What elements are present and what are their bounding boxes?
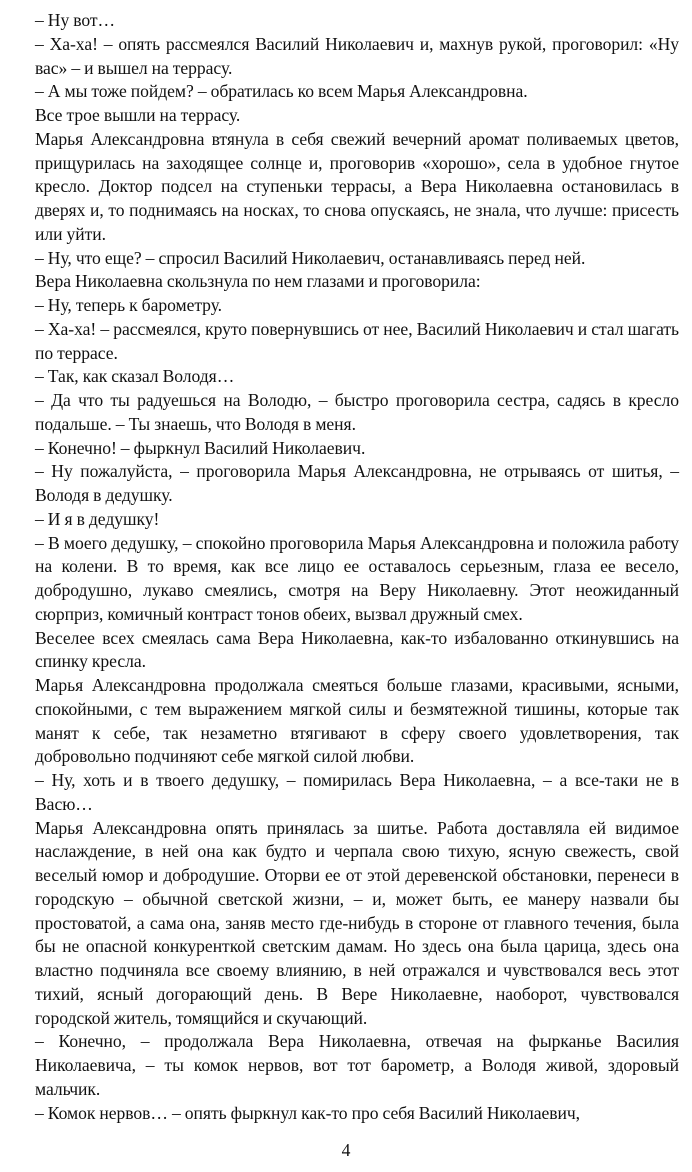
paragraph: – Ха-ха! – рассмеялся, круто повернувшись от нее, Василий Николаевич и стал шагать по террасе.	[35, 318, 679, 363]
paragraph: Марья Александровна опять принялась за шитье. Работа доставляла ей видимое наслаждение, в ней она как будто и черпала свою тихую, ясную свежесть, свой веселый юмор и добродушие. Оторви ее от этой деревенской обстановки, перенеси в городскую – обычной светской жизни, – и, может быть, ее манеру назвали бы простоватой, а сама она, заняв место где-нибудь в стороне от главного течения, была бы не опасной конкуренткой светским дамам. Но здесь она была царица, здесь она властно подчиняла все своему влиянию, в ней отражался и чувствовался весь этот тихий, ясный догорающий день. В Вере Николаевне, наоборот, чувствовался городской житель, томящийся и скучающий.	[35, 817, 679, 1028]
paragraph: – Ну, хоть и в твоего дедушку, – помирилась Вера Николаевна, – а все-таки не в Васю…	[35, 770, 679, 814]
paragraph: – И я в дедушку!	[35, 508, 160, 529]
paragraph: – А мы тоже пойдем? – обратилась ко всем Марья Александровна.	[35, 81, 528, 102]
page-text	[35, 9, 679, 1125]
paragraph: – В моего дедушку, – спокойно проговорила Марья Александровна и положила работу на колени. В то время, как все лицо ее оставалось серьезным, глаза ее весело, добродушно, лукаво смеялись, смотря на Веру Николаевну. Этот неожиданный сюрприз, комичный контраст тонов обеих, вызвал дружный смех.	[35, 532, 679, 624]
paragraph: – Комок нервов… – опять фыркнул как-то про себя Василий Николаевич,	[35, 1102, 581, 1123]
paragraph: Все трое вышли на террасу.	[35, 105, 241, 125]
page-number: 4	[341, 1140, 351, 1160]
paragraph: – Конечно! – фыркнул Василий Николаевич.	[35, 437, 366, 458]
paragraph: – Конечно, – продолжала Вера Николаевна, отвечая на фырканье Василия Николаевича, – ты комок нервов, вот тот барометр, а Володя живой, здоровый мальчик.	[35, 1031, 679, 1099]
paragraph: Марья Александровна втянула в себя свежий вечерний аромат поливаемых цветов, прищурилась на заходящее солнце и, проговорив «хорошо», села в удобное гнутое кресло. Доктор подсел на ступеньки террасы, а Вера Николаевна остановилась в дверях и, то поднимаясь на носках, то снова опускаясь, не знала, что лучше: присесть или уйти.	[35, 128, 679, 244]
paragraph: Марья Александровна продолжала смеяться больше глазами, красивыми, ясными, спокойными, с тем выражением мягкой силы и безмятежной тишины, которые так манят к себе, так незаметно втягивают в сферу своего удовлетворения, так добровольно подчиняют себе мягкой силой любви.	[35, 675, 679, 767]
paragraph: – Ха-ха! – опять рассмеялся Василий Николаевич и, махнув рукой, проговорил: «Ну вас» – и вышел на террасу.	[35, 33, 679, 78]
paragraph: – Ну пожалуйста, – проговорила Марья Александровна, не отрываясь от шитья, – Володя в дедушку.	[35, 461, 679, 505]
paragraph: – Так, как сказал Володя…	[35, 366, 235, 387]
paragraph: – Ну вот…	[35, 10, 116, 30]
paragraph: – Да что ты радуешься на Володю, – быстро проговорила сестра, садясь в кресло подальше. – Ты знаешь, что Володя в меня.	[35, 390, 679, 434]
paragraph: Веселее всех смеялась сама Вера Николаевна, как-то избалованно откинувшись на спинку кресла.	[35, 627, 679, 672]
paragraph: – Ну, что еще? – спросил Василий Николаевич, останавливаясь перед ней.	[35, 247, 586, 268]
paragraph: – Ну, теперь к барометру.	[35, 295, 223, 315]
paragraph: Вера Николаевна скользнула по нем глазами и проговорила:	[35, 271, 481, 292]
